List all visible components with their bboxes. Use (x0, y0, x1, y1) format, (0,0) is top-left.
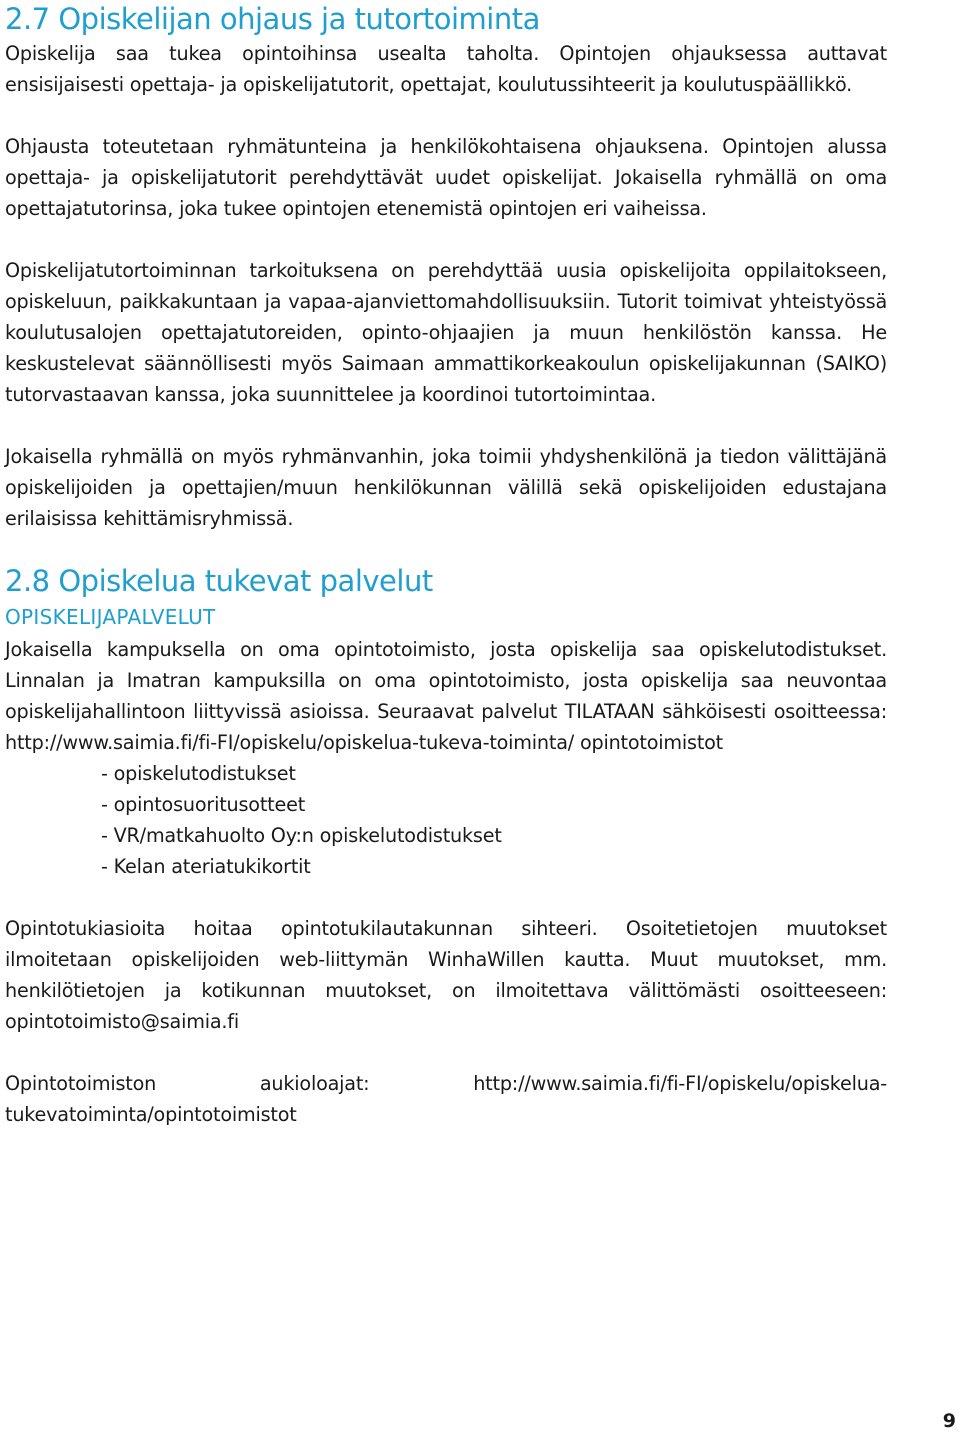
section-2-8-paragraph-2: Opintotukiasioita hoitaa opintotukilautakunnan sihteeri. Osoitetietojen muutokset ilmoitetaan opiskelijoiden web-liittymän WinhaWillen kautta. Muut muutokset, mm. henkilötietojen ja kotikunnan muutokset, on ilmoitettava välittömästi osoitteeseen: opintotoimisto@saimia.fi (5, 917, 887, 1033)
section-2-7-paragraph-3: Opiskelijatutortoiminnan tarkoituksena on perehdyttää uusia opiskelijoita oppilaitokseen, opiskeluun, paikkakuntaan ja vapaa-ajanviettomahdollisuuksiin. Tutorit toimivat yhteistyössä koulutusalojen opettajatutoreiden, opinto-ohjaajien ja muun henkilöstön kanssa. He keskustelevat säännöllisesti myös Saimaan ammattikorkeakoulun opiskelijakunnan (SAIKO) tutorvastaavan kanssa, joka suunnittelee ja koordinoi tutortoimintaa. (5, 259, 887, 406)
list-item: - opintosuoritusotteet (101, 793, 306, 816)
subheading-opiskelijapalvelut: OPISKELIJAPALVELUT (5, 605, 216, 629)
section-2-8-paragraph-1: Jokaisella kampuksella on oma opintotoimisto, josta opiskelija saa opiskelutodistukset. Linnalan ja Imatran kampuksilla on oma opintotoimisto, josta opiskelija saa neuvontaa opiskelijahallintoon liittyvissä asioissa. Seuraavat palvelut TILATAAN sähköisesti osoitteessa: http://www.saimia.fi/fi-FI/opiskelu/opiskelua-tukeva-toiminta/ opintotoimistot (5, 638, 887, 754)
list-item: - opiskelutodistukset (101, 762, 296, 785)
services-list (101, 758, 887, 882)
list-item: - VR/matkahuolto Oy:n opiskelutodistukset (101, 824, 502, 847)
section-2-7-paragraph-4: Jokaisella ryhmällä on myös ryhmänvanhin, joka toimii yhdyshenkilönä ja tiedon välittäjänä opiskelijoiden ja opettajien/muun henkilökunnan välillä sekä opiskelijoiden edustajana erilaisissa kehittämisryhmissä. (5, 445, 887, 530)
document-page (5, 0, 887, 1161)
section-2-7-title: 2.7 Opiskelijan ohjaus ja tutortoiminta (5, 2, 540, 36)
section-2-7-paragraph-2: Ohjausta toteutetaan ryhmätunteina ja henkilökohtaisena ohjauksena. Opintojen alussa opettaja- ja opiskelijatutorit perehdyttävät uudet opiskelijat. Jokaisella ryhmällä on oma opettajatutorinsa, joka tukee opintojen etenemistä opintojen eri vaiheissa. (5, 135, 887, 220)
section-2-8-paragraph-3: Opintotoimiston aukioloajat: http://www.saimia.fi/fi-FI/opiskelu/opiskelua-tukevatoiminta/opintotoimistot (5, 1072, 887, 1126)
page-number: 9 (942, 1410, 956, 1432)
list-item: - Kelan ateriatukikortit (101, 855, 311, 878)
section-2-7-paragraph-1: Opiskelija saa tukea opintoihinsa usealta taholta. Opintojen ohjauksessa auttavat ensisijaisesti opettaja- ja opiskelijatutorit, opettajat, koulutussihteerit ja koulutuspäällikkö. (5, 42, 887, 96)
section-2-8-title: 2.8 Opiskelua tukevat palvelut (5, 564, 433, 598)
